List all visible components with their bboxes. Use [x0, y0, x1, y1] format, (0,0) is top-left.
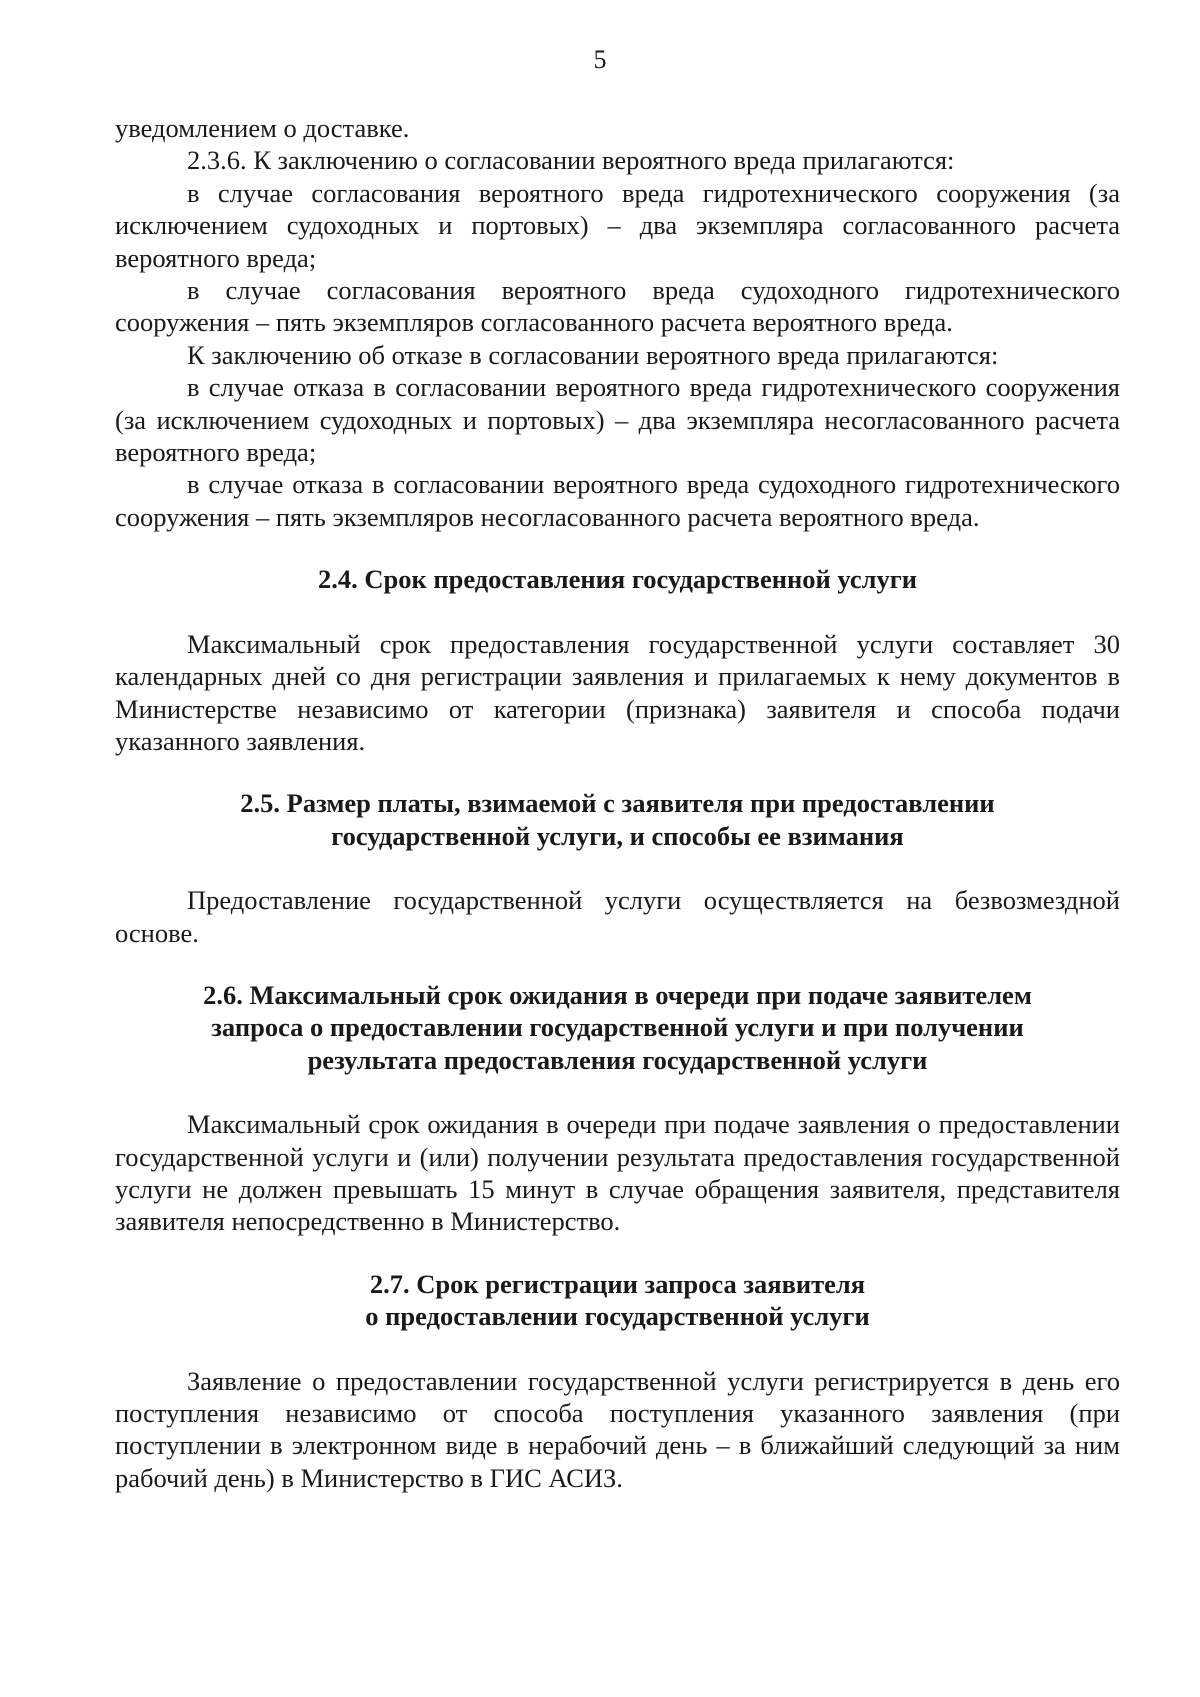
paragraph-refusal-hydraulic: в случае отказа в согласовании вероятного вреда гидротехнического сооружения (за исключением судоходных и портовых) – два экземпляра несогласованного расчета вероятного вреда; — [115, 372, 1120, 468]
paragraph-agreement-navigable: в случае согласования вероятного вреда судоходного гидротехнического сооружения – пять экземпляров согласованного расчета вероятного вреда. — [115, 275, 1120, 338]
paragraph-2-6: Максимальный срок ожидания в очереди при подаче заявления о предоставлении государственной услуги и (или) получении результата предоставления государственной услуги не должен превышать 15 минут в случае обращения заявителя, представителя заявителя непосредственно в Министерство. — [115, 1109, 1120, 1237]
paragraph-2-3-6: 2.3.6. К заключению о согласовании вероятного вреда прилагаются: — [187, 145, 955, 176]
heading-2-6: 2.6. Максимальный срок ожидания в очереди при подаче заявителем запроса о предоставлении государственной услуги и при получении результата предоставления государственной услуги — [203, 979, 1032, 1075]
heading-2-4: 2.4. Срок предоставления государственной услуги — [317, 564, 918, 595]
paragraph-refusal-navigable: в случае отказа в согласовании вероятного вреда судоходного гидротехнического сооружения – пять экземпляров несогласованного расчета вероятного вреда. — [115, 469, 1120, 532]
page-number: 5 — [593, 45, 607, 74]
paragraph-refusal-intro: К заключению об отказе в согласовании вероятного вреда прилагаются: — [187, 339, 999, 370]
paragraph-2-4: Максимальный срок предоставления государственной услуги составляет 30 календарных дней со дня регистрации заявления и прилагаемых к нему документов в Министерстве независимо от категории (признака) заявителя и способа подачи указанного заявления. — [115, 628, 1120, 756]
paragraph-2-7: Заявление о предоставлении государственной услуги регистрируется в день его поступления независимо от способа поступления указанного заявления (при поступлении в электронном виде в нерабочий день – в ближайший следующий за ним рабочий день) в Министерство в ГИС АСИЗ. — [115, 1365, 1120, 1493]
page-content — [115, 112, 1120, 1494]
heading-2-5: 2.5. Размер платы, взимаемой с заявителя при предоставлении государственной услуги, и способы ее взимания — [240, 788, 995, 851]
paragraph-continuation: уведомлением о доставке. — [115, 113, 410, 143]
paragraph-agreement-hydraulic: в случае согласования вероятного вреда гидротехнического сооружения (за исключением судоходных и портовых) – два экземпляра согласованного расчета вероятного вреда; — [115, 177, 1120, 273]
heading-2-7: 2.7. Срок регистрации запроса заявителя о предоставлении государственной услуги — [365, 1268, 870, 1332]
paragraph-2-5: Предоставление государственной услуги осуществляется на безвозмездной основе. — [115, 885, 1120, 948]
